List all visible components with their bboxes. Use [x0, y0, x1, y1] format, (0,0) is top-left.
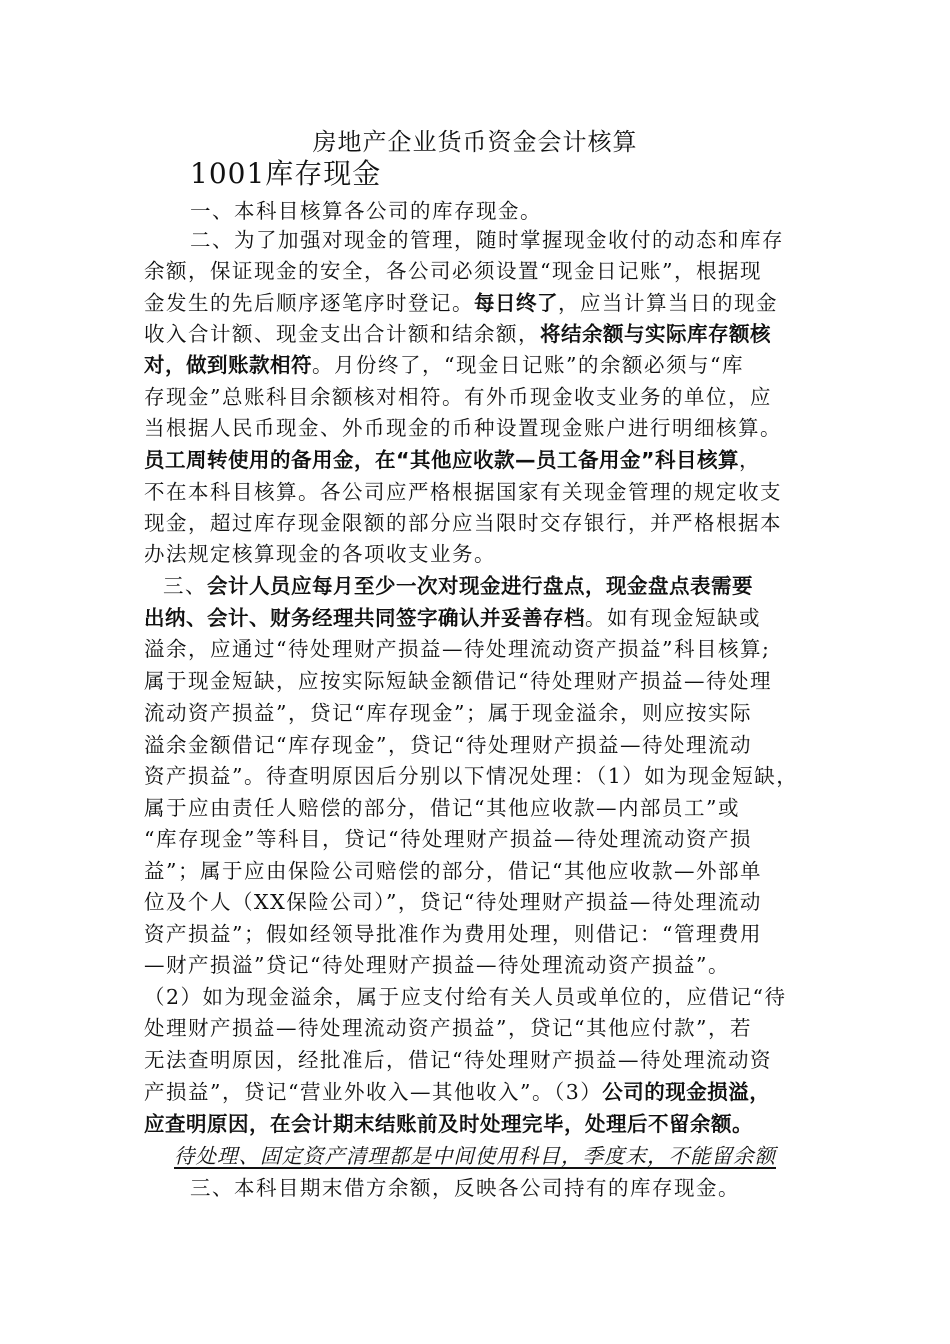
paragraph-line: 属于应由责任人赔偿的部分，借记“其他应收款—内部员工”或: [144, 796, 740, 820]
paragraph-line: 溢余，应通过“待处理财产损益—待处理流动资产损益”科目核算;: [144, 637, 771, 661]
paragraph-line: 属于现金短缺，应按实际短缺金额借记“待处理财产损益—待处理: [144, 669, 772, 693]
paragraph-line: 三、会计人员应每月至少一次对现金进行盘点，现金盘点表需要: [163, 574, 753, 598]
paragraph-line: 流动资产损益”，贷记“库存现金”；属于现金溢余，则应按实际: [144, 701, 752, 725]
account-heading: 1001库存现金: [190, 157, 382, 190]
paragraph-line: 资产损益”。待查明原因后分别以下情况处理：（1）如为现金短缺，: [144, 764, 799, 788]
paragraph-line: 不在本科目核算。各公司应严格根据国家有关现金管理的规定收支: [144, 480, 782, 504]
paragraph-line: 员工周转使用的备用金，在“其他应收款—员工备用金”科目核算，: [144, 448, 761, 472]
paragraph-line: 无法查明原因，经批准后，借记“待处理财产损益—待处理流动资: [144, 1048, 772, 1072]
paragraph-line: 三、本科目期末借方余额，反映各公司持有的库存现金。: [190, 1176, 740, 1200]
paragraph-line: 位及个人（XX保险公司）”，贷记“待处理财产损益—待处理流动: [144, 890, 762, 914]
paragraph-line: 当根据人民币现金、外币现金的币种设置现金账户进行明细核算。: [144, 416, 782, 440]
paragraph-line: 出纳、会计、财务经理共同签字确认并妥善存档。如有现金短缺或: [144, 606, 761, 630]
paragraph-line: 资产损益”；假如经领导批准作为费用处理，则借记：“管理费用: [144, 922, 762, 946]
paragraph-line: 金发生的先后顺序逐笔序时登记。每日终了，应当计算当日的现金: [144, 291, 778, 315]
paragraph-line: （2）如为现金溢余，属于应支付给有关人员或单位的，应借记“待: [144, 985, 787, 1009]
paragraph-line: 溢余金额借记“库存现金”，贷记“待处理财产损益—待处理流动: [144, 733, 752, 757]
paragraph-line: “库存现金”等科目，贷记“待处理财产损益—待处理流动资产损: [144, 827, 752, 851]
paragraph-line: 应查明原因，在会计期末结账前及时处理完毕，处理后不留余额。: [144, 1112, 753, 1136]
paragraph-line: 产损益”，贷记“营业外收入—其他收入”。（3）公司的现金损溢，: [144, 1080, 771, 1104]
paragraph-line: 一、本科目核算各公司的库存现金。: [190, 199, 542, 223]
paragraph-line: 余额，保证现金的安全，各公司必须设置“现金日记账”，根据现: [144, 259, 762, 283]
paragraph-line: 存现金”总账科目余额核对相符。有外币现金收支业务的单位，应: [144, 385, 772, 409]
paragraph-line: 办法规定核算现金的各项收支业务。: [144, 542, 496, 566]
paragraph-line: 益”；属于应由保险公司赔偿的部分，借记“其他应收款—外部单: [144, 859, 762, 883]
paragraph-line: 二、为了加强对现金的管理，随时掌握现金收付的动态和库存: [190, 228, 784, 252]
paragraph-line: 现金，超过库存现金限额的部分应当限时交存银行，并严格根据本: [144, 511, 782, 535]
paragraph-line: 对，做到账款相符。月份终了，“现金日记账”的余额必须与“库: [144, 353, 744, 377]
paragraph-line: —财产损溢”贷记“待处理财产损益—待处理流动资产损益”。: [144, 953, 730, 977]
document-title: 房地产企业货币资金会计核算: [312, 128, 638, 156]
paragraph-line: 处理财产损益—待处理流动资产损益”，贷记“其他应付款”，若: [144, 1016, 752, 1040]
underlined-note: 待处理、固定资产清理都是中间使用科目，季度末，不能留余额: [174, 1144, 776, 1168]
paragraph-line: 收入合计额、现金支出合计额和结余额，将结余额与实际库存额核: [144, 322, 771, 346]
